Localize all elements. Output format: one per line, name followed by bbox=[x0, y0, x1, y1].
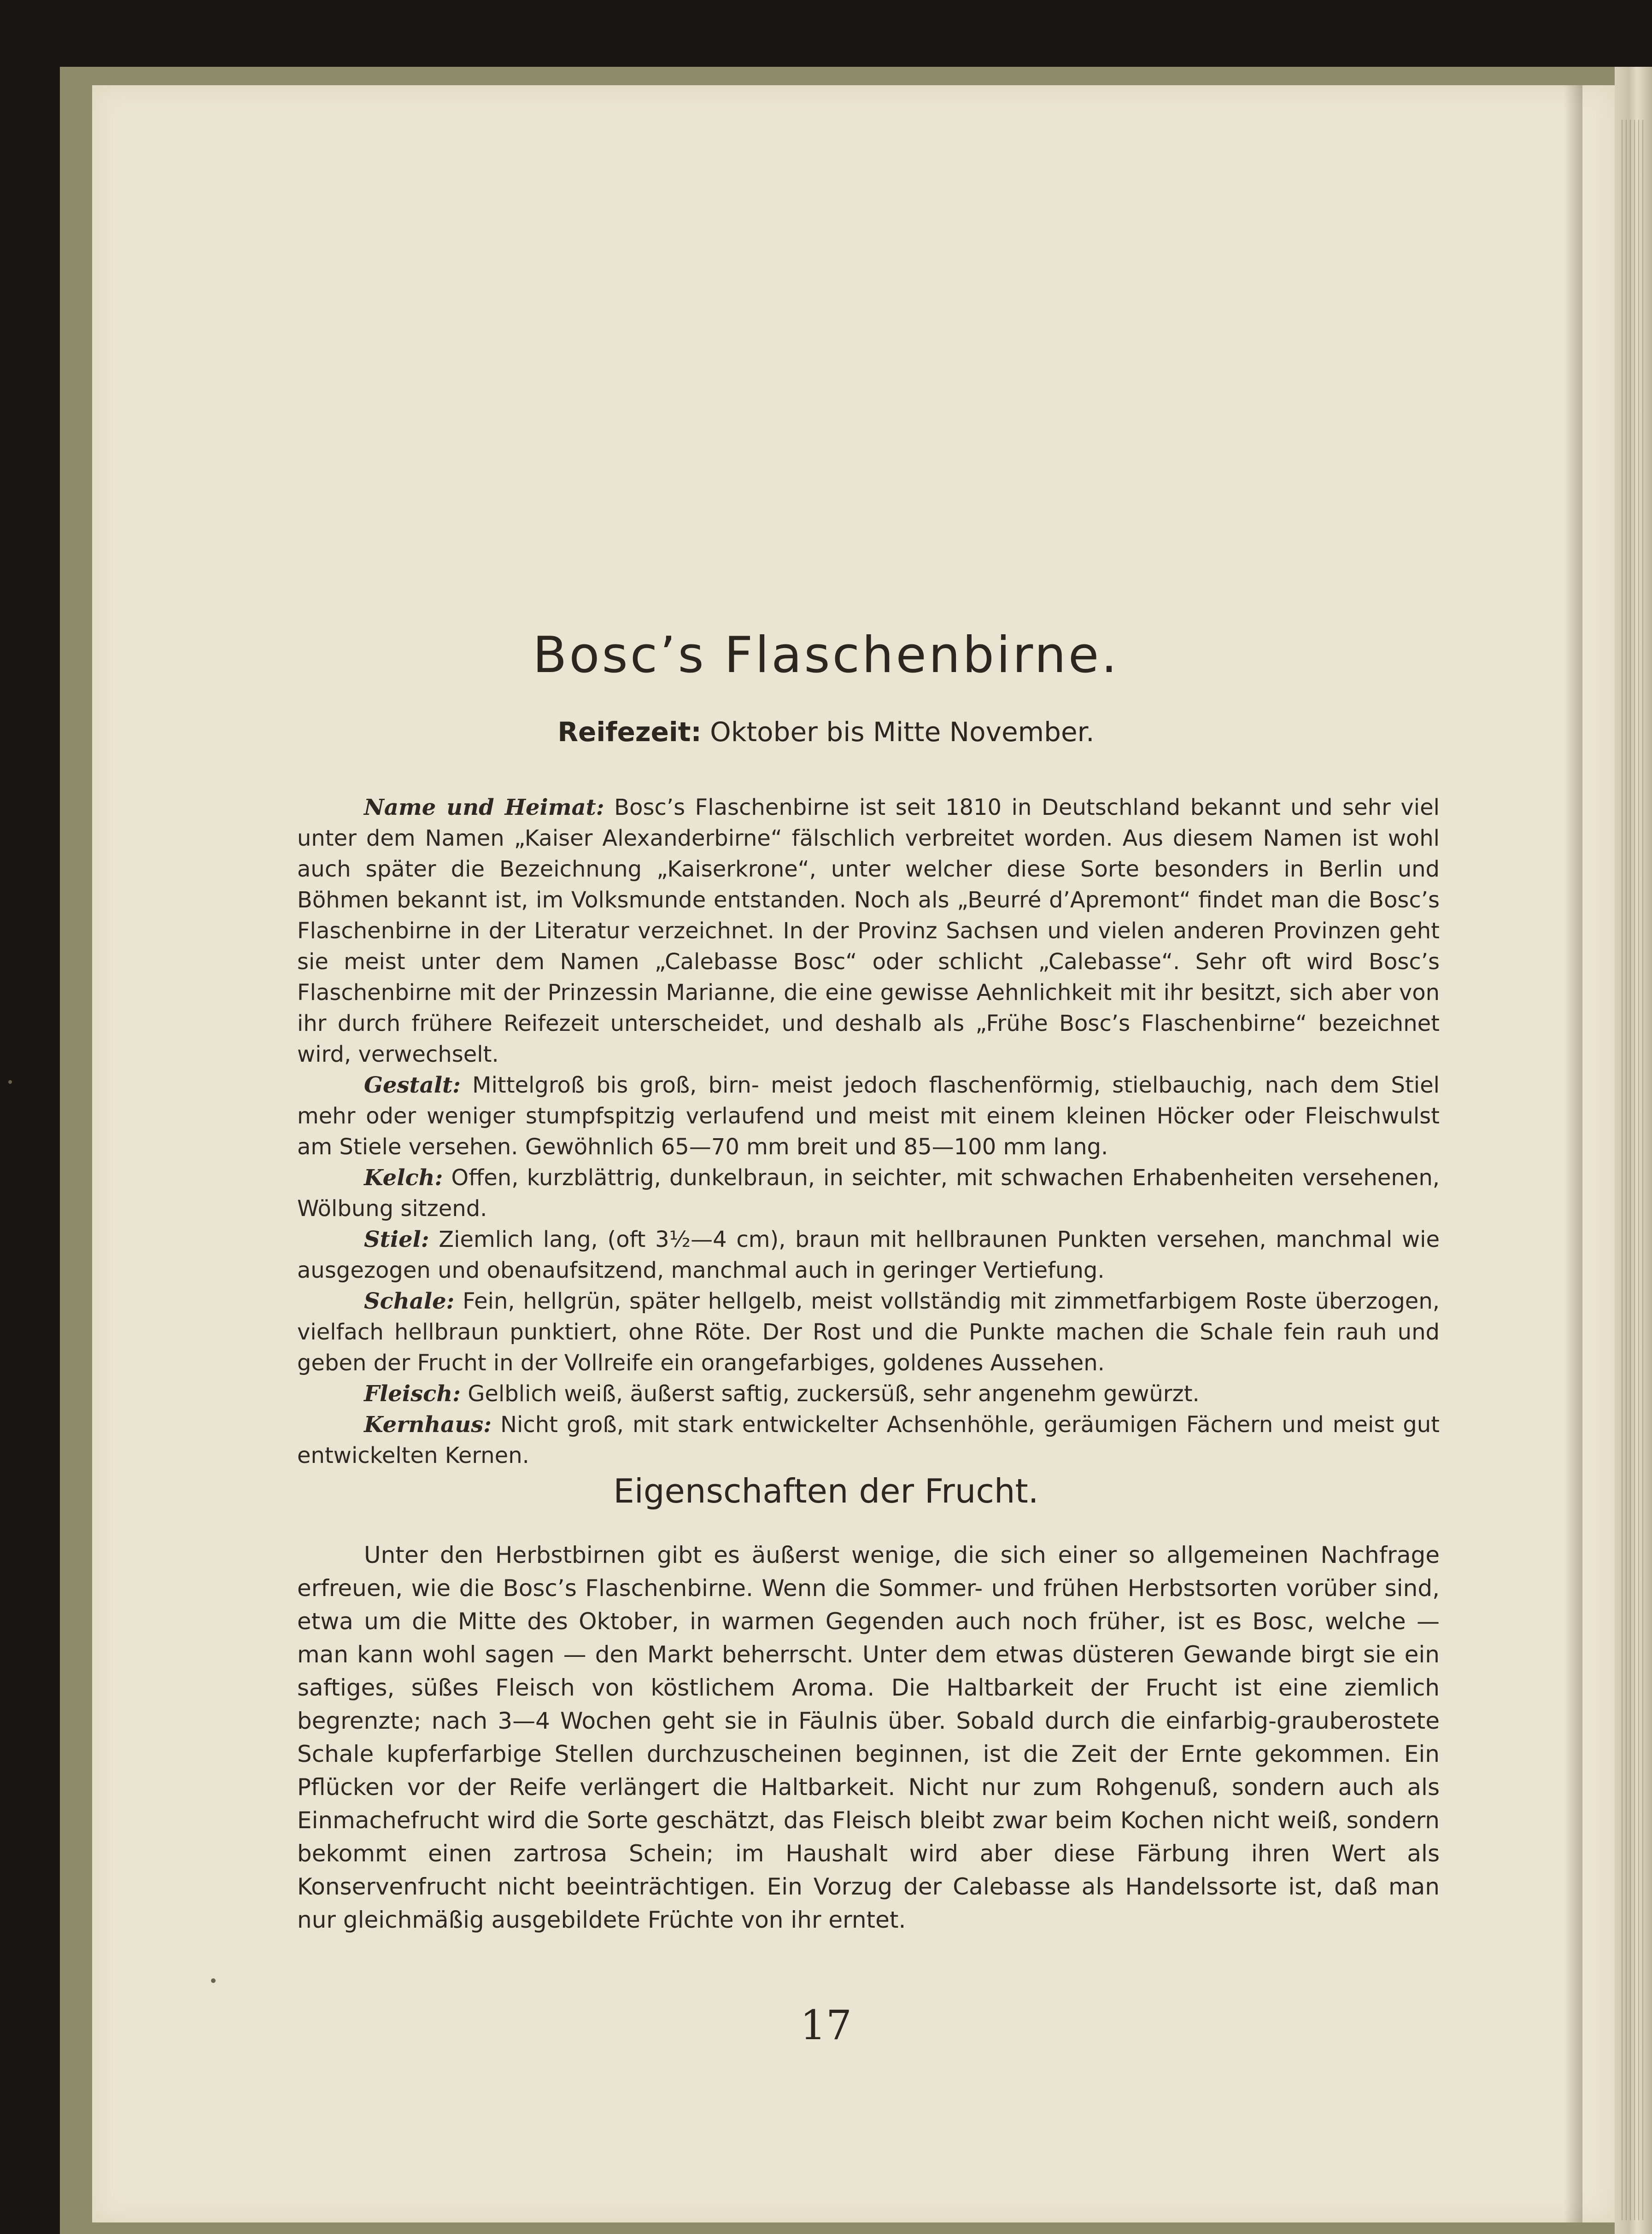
paragraph-lead: Schale: bbox=[364, 1288, 455, 1314]
page-edge-lines bbox=[1622, 120, 1645, 2220]
section-title: Eigenschaften der Frucht. bbox=[613, 1472, 1039, 1510]
paragraph-text: Ziemlich lang, (oft 3½—4 cm), braun mit hellbraunen Punkten versehen, manchmal wie ausgezogen und obenaufsitzend, manchmal auch in geringer Vertiefung. bbox=[297, 1227, 1440, 1283]
page-number: 17 bbox=[800, 2001, 852, 2049]
section-body bbox=[297, 1538, 1440, 1936]
paragraph-text: Fein, hellgrün, später hellgelb, meist vollständig mit zimmetfarbigem Roste überzogen, vielfach hellbraun punktiert, ohne Röte. Der Rost und die Punkte machen die Schale fein rauh und geben der Frucht in der Vollreife ein orangefarbiges, goldenes Aussehen. bbox=[297, 1288, 1440, 1376]
paragraph-stalk bbox=[297, 1224, 1440, 1286]
paragraph-lead: Gestalt: bbox=[364, 1072, 461, 1098]
ripening-line bbox=[0, 716, 1652, 748]
dust-speck bbox=[211, 1978, 216, 1983]
paragraph-shape bbox=[297, 1070, 1440, 1163]
paragraph-lead: Kernhaus: bbox=[364, 1412, 492, 1438]
paragraph-lead: Fleisch: bbox=[364, 1381, 461, 1407]
paragraph-text: Bosc’s Flaschenbirne ist seit 1810 in Deutschland bekannt und sehr viel unter dem Namen „Kaiser Alexanderbirne“ fälschlich verbreitet worden. Aus diesem Namen ist wohl auch später die Bezeichnung „Kaiserkrone“, unter welcher diese Sorte besonders in Berlin und Böhmen bekannt ist, im Volksmunde entstanden. Noch als „Beurré d’Apremont“ findet man die Bosc’s Flaschenbirne in der Literatur verzeichnet. In der Provinz Sachsen und vielen anderen Provinzen geht sie meist unter dem Namen „Calebasse Bosc“ oder schlicht „Calebasse“. Sehr oft wird Bosc’s Flaschenbirne mit der Prinzessin Marianne, die eine gewisse Aehnlichkeit mit ihr besitzt, sich aber von ihr durch frühere Reifezeit unterscheidet, und deshalb als „Frühe Bosc’s Flaschenbirne“ bezeichnet wird, verwechselt. bbox=[297, 795, 1440, 1067]
paragraph-text: Gelblich weiß, äußerst saftig, zuckersüß, sehr angenehm gewürzt. bbox=[468, 1381, 1200, 1407]
paragraph-lead: Stiel: bbox=[364, 1227, 429, 1252]
section-paragraph: Unter den Herbstbirnen gibt es äußerst wenige, die sich einer so allgemeinen Nachfrage erfreuen, wie die Bosc’s Flaschenbirne. Wenn die Sommer- und frühen Herbstsorten vorüber sind, etwa um die Mitte des Oktober, in warmen Gegenden auch noch früher, ist es Bosc, welche — man kann wohl sagen — den Markt beherrscht. Unter dem etwas düsteren Gewande birgt sie ein saftiges, süßes Fleisch von köstlichem Aroma. Die Haltbarkeit der Frucht ist eine ziemlich begrenzte; nach 3—4 Wochen geht sie in Fäulnis über. Sobald durch die einfarbig-grauberostete Schale kupferfarbige Stellen durchzuscheinen beginnen, ist die Zeit der Ernte gekommen. Ein Pflücken vor der Reife verlängert die Haltbarkeit. Nicht nur zum Rohgenuß, sondern auch als Einmachefrucht wird die Sorte geschätzt, das Fleisch bleibt zwar beim Kochen nicht weiß, sondern bekommt einen zartrosa Schein; im Haushalt wird aber diese Färbung ihren Wert als Konservenfrucht nicht beeinträchtigen. Ein Vorzug der Calebasse als Handelssorte ist, daß man nur gleichmäßig ausgebildete Früchte von ihr erntet. bbox=[297, 1542, 1440, 1933]
dust-speck bbox=[8, 1080, 12, 1084]
paragraph-text: Nicht groß, mit stark entwickelter Achsenhöhle, geräumigen Fächern und meist gut entwickelten Kernen. bbox=[297, 1412, 1440, 1468]
ripening-value: Oktober bis Mitte November. bbox=[710, 716, 1095, 748]
description-block bbox=[297, 792, 1440, 1471]
paragraph-calyx bbox=[297, 1163, 1440, 1224]
page-title: Bosc’s Flaschenbirne. bbox=[533, 626, 1119, 684]
ripening-label: Reifezeit: bbox=[557, 716, 702, 748]
paragraph-lead: Kelch: bbox=[364, 1165, 443, 1191]
paragraph-flesh bbox=[297, 1379, 1440, 1409]
paragraph-skin bbox=[297, 1286, 1440, 1379]
paragraph-text: Mittelgroß bis groß, birn- meist jedoch flaschenförmig, stielbauchig, nach dem Stiel mehr oder weniger stumpfspitzig verlaufend und meist mit einem kleinen Höcker oder Fleischwulst am Stiele versehen. Gewöhnlich 65—70 mm breit und 85—100 mm lang. bbox=[297, 1072, 1440, 1160]
paragraph-core bbox=[297, 1409, 1440, 1471]
paragraph-name-origin bbox=[297, 792, 1440, 1070]
paragraph-text: Offen, kurzblättrig, dunkelbraun, in seichter, mit schwachen Erhabenheiten versehenen, Wölbung sitzend. bbox=[297, 1165, 1440, 1222]
paragraph-lead: Name und Heimat: bbox=[364, 795, 604, 820]
page-fold-shadow bbox=[1564, 85, 1582, 2222]
